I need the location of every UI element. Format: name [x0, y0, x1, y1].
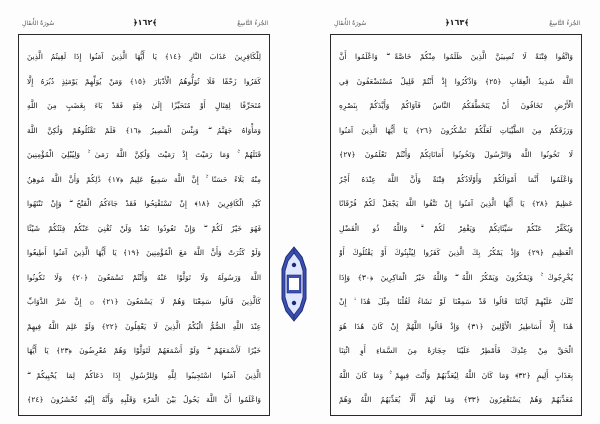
text-line: الْعَظِيمِ ﴿٢٩﴾ وَإِذْ يَمْكُرُ بِكَ الَّذِينَ كَفَرُوا لِيُثْبِتُوكَ أَوْ يَقْتُلُوكَ أَوْ — [339, 248, 573, 257]
left-page-frame — [18, 34, 270, 416]
text-line: فَهُوَ خَيْرٌ لَكُمْ ۖ وَإِنْ تَعُودُوا نَعُدْ وَلَنْ تُغْنِيَ عَنْكُمْ فِئَتُكُمْ شَيْئًا — [27, 223, 261, 233]
right-page — [330, 18, 584, 416]
text-line: مُتَحَرِّفًا لِقِتَالٍ أَوْ مُتَحَيِّزًا إِلَىٰ فِئَةٍ فَقَدْ بَاءَ بِغَضَبٍ مِنَ اللَّهِ — [27, 101, 261, 110]
text-line: الْأَرْضِ تَخَافُونَ أَنْ يَتَخَطَّفَكُمُ النَّاسُ فَآوَاكُمْ وَأَيَّدَكُمْ بِنَصْرِهِ — [339, 101, 573, 110]
text-line: وَاعْلَمُوا أَنَّمَا أَمْوَالُكُمْ وَأَوْلَادُكُمْ فِتْنَةٌ وَأَنَّ اللَّهَ عِنْدَهُ أَجْرٌ — [339, 174, 573, 184]
juz-ornament-icon — [278, 245, 310, 323]
text-line: وَلَوْ كَثُرَتْ وَأَنَّ اللَّهَ مَعَ الْمُؤْمِنِينَ ﴿١٩﴾ يَا أَيُّهَا الَّذِينَ آمَنُوا أَطِيعُوا — [27, 248, 261, 257]
text-line: وَيُكَفِّرْ عَنْكُمْ سَيِّئَاتِكُمْ وَيَغْفِرْ لَكُمْ ۗ وَاللَّهُ ذُو الْفَضْلِ — [339, 223, 573, 233]
text-line: وَمَأْوَاهُ جَهَنَّمُ ۖ وَبِئْسَ الْمَصِيرُ ﴿١٦﴾ فَلَمْ تَقْتُلُوهُمْ وَلَٰكِنَّ اللَّهَ — [27, 125, 261, 135]
text-line: بِعَذَابٍ أَلِيمٍ ﴿٣٢﴾ وَمَا كَانَ اللَّهُ لِيُعَذِّبَهُمْ وَأَنْتَ فِيهِمْ ۚ وَمَا كَانَ اللَّهُ — [339, 370, 573, 380]
text-line: عَظِيمٌ ﴿٢٨﴾ يَا أَيُّهَا الَّذِينَ آمَنُوا إِنْ تَتَّقُوا اللَّهَ يَجْعَلْ لَكُمْ فُرْقَانًا — [339, 199, 573, 208]
text-line: كَفَرُوا زَحْفًا فَلَا تُوَلُّوهُمُ الْأَدْبَارَ ﴿١٥﴾ وَمَنْ يُوَلِّهِمْ يَوْمَئِذٍ دُبُرَهُ إِلَّا — [27, 76, 261, 86]
text-line: وَرَزَقَكُمْ مِنَ الطَّيِّبَاتِ لَعَلَّكُمْ تَشْكُرُونَ ﴿٢٦﴾ يَا أَيُّهَا الَّذِينَ آمَنُوا — [339, 125, 573, 135]
text-line: كَالَّذِينَ قَالُوا سَمِعْنَا وَهُمْ لَا يَسْمَعُونَ ﴿٢١﴾ ۞ إِنَّ شَرَّ الدَّوَابِّ — [27, 297, 261, 306]
text-line: اللَّهَ شَدِيدُ الْعِقَابِ ﴿٢٥﴾ وَاذْكُرُوا إِذْ أَنْتُمْ قَلِيلٌ مُسْتَضْعَفُونَ فِي — [339, 76, 573, 86]
text-line: وَاتَّقُوا فِتْنَةً لَا تُصِيبَنَّ الَّذِينَ ظَلَمُوا مِنْكُمْ خَاصَّةً ۖ وَاعْلَمُوا أَنَّ — [339, 52, 573, 61]
text-line: تُتْلَىٰ عَلَيْهِمْ آيَاتُنَا قَالُوا قَدْ سَمِعْنَا لَوْ نَشَاءُ لَقُلْنَا مِثْلَ هَٰذَا ۙ إِنْ — [339, 297, 573, 306]
left-page — [18, 18, 272, 416]
left-page-number: ﴿١٦٢﴾ — [132, 18, 158, 27]
text-line: الْحَقَّ مِنْ عِنْدِكَ فَأَمْطِرْ عَلَيْنَا حِجَارَةً مِنَ السَّمَاءِ أَوِ ائْتِنَا — [339, 346, 573, 355]
right-page-number: ﴿١٦٣﴾ — [444, 18, 470, 27]
text-line: اللَّهَ وَرَسُولَهُ وَلَا تَوَلَّوْا عَنْهُ وَأَنْتُمْ تَسْمَعُونَ ﴿٢٠﴾ وَلَا تَكُونُوا — [27, 272, 261, 282]
text-line: مِنْهُ بَلَاءً حَسَنًا ۚ إِنَّ اللَّهَ سَمِيعٌ عَلِيمٌ ﴿١٧﴾ ذَٰلِكُمْ وَأَنَّ اللَّهَ مُوهِنُ — [27, 174, 261, 184]
text-line: وَاعْلَمُوا أَنَّ اللَّهَ يَحُولُ بَيْنَ الْمَرْءِ وَقَلْبِهِ وَأَنَّهُ إِلَيْهِ تُحْشَرُونَ ﴿٢٤﴾ — [27, 395, 261, 404]
text-line: لِلْكَافِرِينَ عَذَابَ النَّارِ ﴿١٤﴾ يَا أَيُّهَا الَّذِينَ آمَنُوا إِذَا لَقِيتُمُ الَّذِينَ — [27, 52, 261, 61]
text-line: هَٰذَا إِلَّا أَسَاطِيرُ الْأَوَّلِينَ ﴿٣١﴾ وَإِذْ قَالُوا اللَّهُمَّ إِنْ كَانَ هَٰذَا هُوَ — [339, 321, 573, 331]
left-page-header — [18, 18, 272, 32]
left-header-surah: سُورَةُ الأَنفَالِ — [22, 20, 55, 27]
text-line: الَّذِينَ آمَنُوا اسْتَجِيبُوا لِلَّهِ وَلِلرَّسُولِ إِذَا دَعَاكُمْ لِمَا يُحْيِيكُمْ ۖ — [27, 370, 261, 380]
text-line: لَا تَخُونُوا اللَّهَ وَالرَّسُولَ وَتَخُونُوا أَمَانَاتِكُمْ وَأَنْتُمْ تَعْلَمُونَ ﴿٢٧﴾ — [339, 150, 573, 159]
text-line: قَتَلَهُمْ ۚ وَمَا رَمَيْتَ إِذْ رَمَيْتَ وَلَٰكِنَّ اللَّهَ رَمَىٰ ۚ وَلِيُبْلِيَ الْمُؤْمِنِينَ — [27, 150, 261, 159]
right-header-surah: سُورَةُ الأَنفَالِ — [334, 20, 367, 27]
right-page-header — [330, 18, 584, 32]
text-line: مُعَذِّبَهُمْ وَهُمْ يَسْتَغْفِرُونَ ﴿٣٣﴾ وَمَا لَهُمْ أَلَّا يُعَذِّبَهُمُ اللَّهُ وَهُمْ — [339, 395, 573, 404]
right-header-juz: الجُزءُ التَّاسِعُ — [549, 20, 580, 27]
text-line: عِنْدَ اللَّهِ الصُّمُّ الْبُكْمُ الَّذِينَ لَا يَعْقِلُونَ ﴿٢٢﴾ وَلَوْ عَلِمَ اللَّهُ فِيهِمْ — [27, 321, 261, 331]
left-header-juz: الجُزءُ التَّاسِعُ — [237, 20, 268, 27]
text-line: خَيْرًا لَأَسْمَعَهُمْ ۖ وَلَوْ أَسْمَعَهُمْ لَتَوَلَّوْا وَهُمْ مُعْرِضُونَ ﴿٢٣﴾ يَا أَيُّهَا — [27, 346, 261, 355]
right-page-text — [339, 45, 573, 409]
text-line: كَيْدِ الْكَافِرِينَ ﴿١٨﴾ إِنْ تَسْتَفْتِحُوا فَقَدْ جَاءَكُمُ الْفَتْحُ ۖ وَإِنْ تَنْتَهُوا — [27, 199, 261, 208]
left-page-text — [27, 45, 261, 409]
text-line: يُخْرِجُوكَ ۚ وَيَمْكُرُونَ وَيَمْكُرُ اللَّهُ ۖ وَاللَّهُ خَيْرُ الْمَاكِرِينَ ﴿٣٠﴾ وَإِذَا — [339, 272, 573, 282]
right-page-frame — [330, 34, 582, 416]
